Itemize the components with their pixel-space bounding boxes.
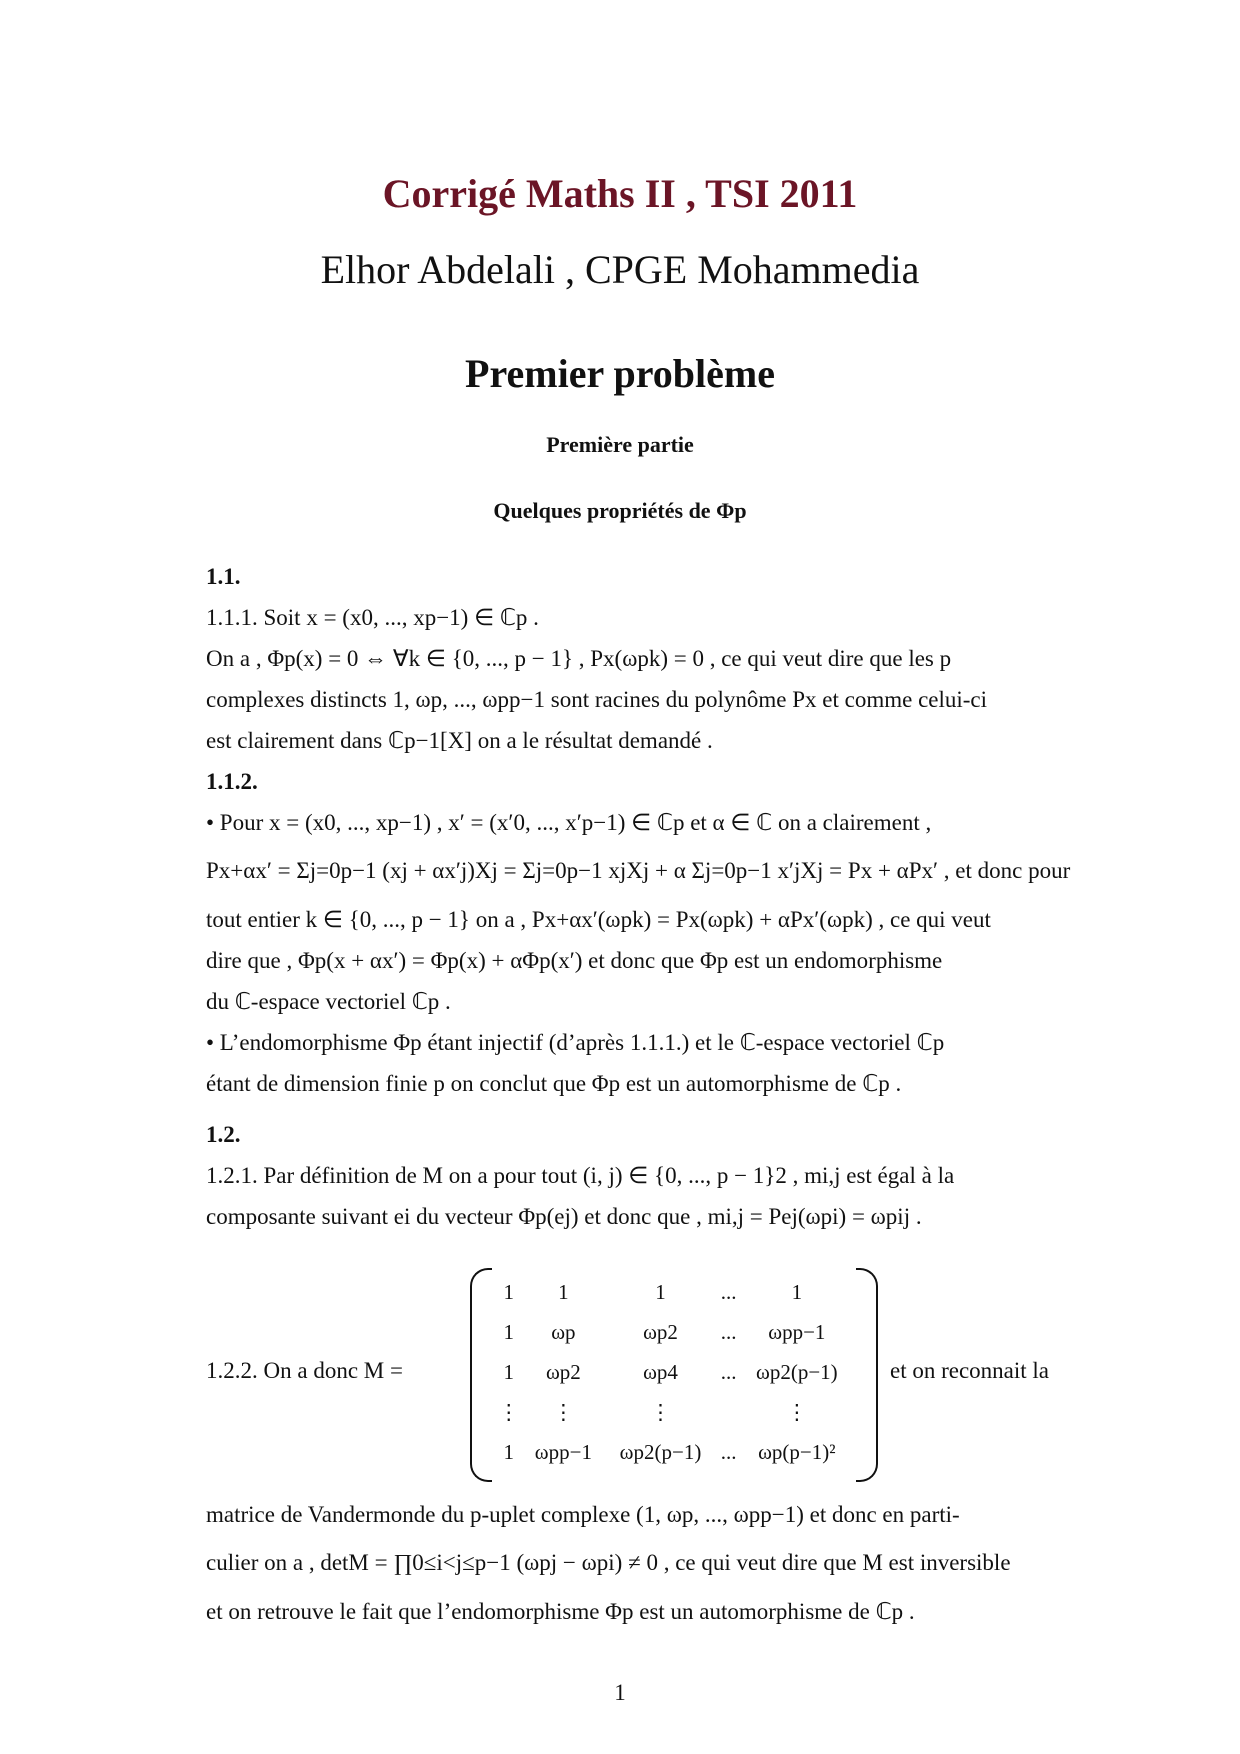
matrix-table bbox=[494, 1272, 854, 1472]
matrix-cell: 1 bbox=[503, 1359, 514, 1384]
text-line: complexes distincts 1, ωp, ..., ωpp−1 sont racines du polynôme Px et comme celui-ci bbox=[206, 687, 988, 712]
matrix-cell: 1 bbox=[558, 1279, 569, 1304]
text-line: étant de dimension finie p on conclut que Φp est un automorphisme de ℂp . bbox=[206, 1071, 902, 1096]
section-1-1-2: 1.1.2. bbox=[206, 769, 258, 794]
document-title: Corrigé Maths II , TSI 2011 bbox=[382, 171, 858, 216]
text-line: composante suivant ei du vecteur Φp(ej) et donc que , mi,j = Pej(ωpi) = ωpij . bbox=[206, 1204, 922, 1229]
page-number: 1 bbox=[614, 1680, 626, 1705]
text-line: est clairement dans ℂp−1[X] on a le résultat demandé . bbox=[206, 728, 713, 753]
matrix-cell: 1 bbox=[503, 1439, 514, 1464]
document-author: Elhor Abdelali , CPGE Mohammedia bbox=[320, 247, 920, 292]
section-1-1: 1.1. bbox=[206, 564, 241, 589]
part-heading: Première partie bbox=[546, 432, 694, 457]
matrix-cell: ... bbox=[720, 1359, 737, 1384]
section-1-2: 1.2. bbox=[206, 1122, 241, 1147]
matrix-cell: ⋮ bbox=[650, 1399, 671, 1424]
matrix-row bbox=[494, 1352, 854, 1392]
matrix-cell: ωp2 bbox=[643, 1319, 678, 1344]
matrix-cell: ωp2 bbox=[545, 1359, 581, 1384]
matrix-row bbox=[494, 1272, 854, 1312]
matrix-cell: ωp2(p−1) bbox=[619, 1439, 702, 1464]
vandermonde-matrix bbox=[470, 1268, 878, 1478]
body-text bbox=[206, 556, 1086, 1237]
text-line: et on retrouve le fait que l’endomorphisme Φp est un automorphisme de ℂp . bbox=[206, 1599, 915, 1624]
right-bracket bbox=[856, 1268, 878, 1482]
matrix-cell: ⋮ bbox=[498, 1399, 520, 1424]
text-line: 1.2.1. Par définition de M on a pour tout (i, j) ∈ {0, ..., p − 1}2 , mi,j est égal à la bbox=[206, 1163, 955, 1188]
text-line: • L’endomorphisme Φp étant injectif (d’après 1.1.1.) et le ℂ-espace vectoriel ℂp bbox=[206, 1030, 945, 1055]
text-line: On a , Φp(x) = 0 ⇔ ∀k ∈ {0, ..., p − 1} , Px(ωpk) = 0 , ce qui veut dire que les p bbox=[206, 646, 952, 671]
matrix-cell: ωp(p−1)² bbox=[758, 1439, 836, 1464]
matrix-cell: ⋮ bbox=[786, 1399, 808, 1424]
left-bracket bbox=[470, 1268, 492, 1482]
matrix-cell: ωp4 bbox=[643, 1359, 678, 1384]
matrix-cell: 1 bbox=[503, 1319, 514, 1344]
matrix-cell: ⋮ bbox=[552, 1399, 574, 1424]
product-formula-line: culier on a , detM = ∏0≤i<j≤p−1 (ωpj − ωpi) ≠ 0 , ce qui veut dire que M est inversible bbox=[206, 1550, 1011, 1575]
matrix-cell bbox=[718, 1392, 740, 1432]
matrix-cell: ωpp−1 bbox=[534, 1439, 592, 1464]
sum-formula-line: Px+αx′ = Σj=0p−1 (xj + αx′j)Xj = Σj=0p−1 xjXj + α Σj=0p−1 x′jXj = Px + αPx′ , et donc pour bbox=[206, 858, 1071, 883]
matrix-row bbox=[494, 1432, 854, 1472]
text-line: dire que , Φp(x + αx′) = Φp(x) + αΦp(x′) et donc que Φp est un endomorphisme bbox=[206, 948, 943, 973]
matrix-cell: ... bbox=[720, 1319, 737, 1344]
matrix-cell: ωp bbox=[551, 1319, 576, 1344]
text-line: matrice de Vandermonde du p-uplet complexe (1, ωp, ..., ωpp−1) et donc en parti- bbox=[206, 1502, 960, 1527]
matrix-cell: 1 bbox=[791, 1279, 803, 1304]
body-text-tail bbox=[206, 1494, 1086, 1632]
matrix-after-text: et on reconnait la bbox=[890, 1358, 1050, 1383]
text-line: du ℂ-espace vectoriel ℂp . bbox=[206, 989, 451, 1014]
matrix-row bbox=[494, 1392, 854, 1432]
matrix-row bbox=[494, 1312, 854, 1352]
text-line: • Pour x = (x0, ..., xp−1) , x′ = (x′0, ..., x′p−1) ∈ ℂp et α ∈ ℂ on a clairement , bbox=[206, 810, 932, 835]
matrix-label: 1.2.2. On a donc M = bbox=[206, 1358, 403, 1383]
matrix-cell: 1 bbox=[503, 1279, 514, 1304]
matrix-cell: ωp2(p−1) bbox=[756, 1359, 838, 1384]
subpart-heading: Quelques propriétés de Φp bbox=[493, 498, 747, 523]
problem-heading: Premier problème bbox=[465, 351, 775, 396]
matrix-cell: 1 bbox=[655, 1279, 666, 1304]
matrix-cell: ... bbox=[720, 1279, 737, 1304]
text-line: tout entier k ∈ {0, ..., p − 1} on a , Px+αx′(ωpk) = Px(ωpk) + αPx′(ωpk) , ce qui veut bbox=[206, 907, 991, 932]
text-line: 1.1.1. Soit x = (x0, ..., xp−1) ∈ ℂp . bbox=[206, 605, 539, 630]
matrix-cell: ωpp−1 bbox=[768, 1319, 826, 1344]
matrix-cell: ... bbox=[720, 1439, 737, 1464]
